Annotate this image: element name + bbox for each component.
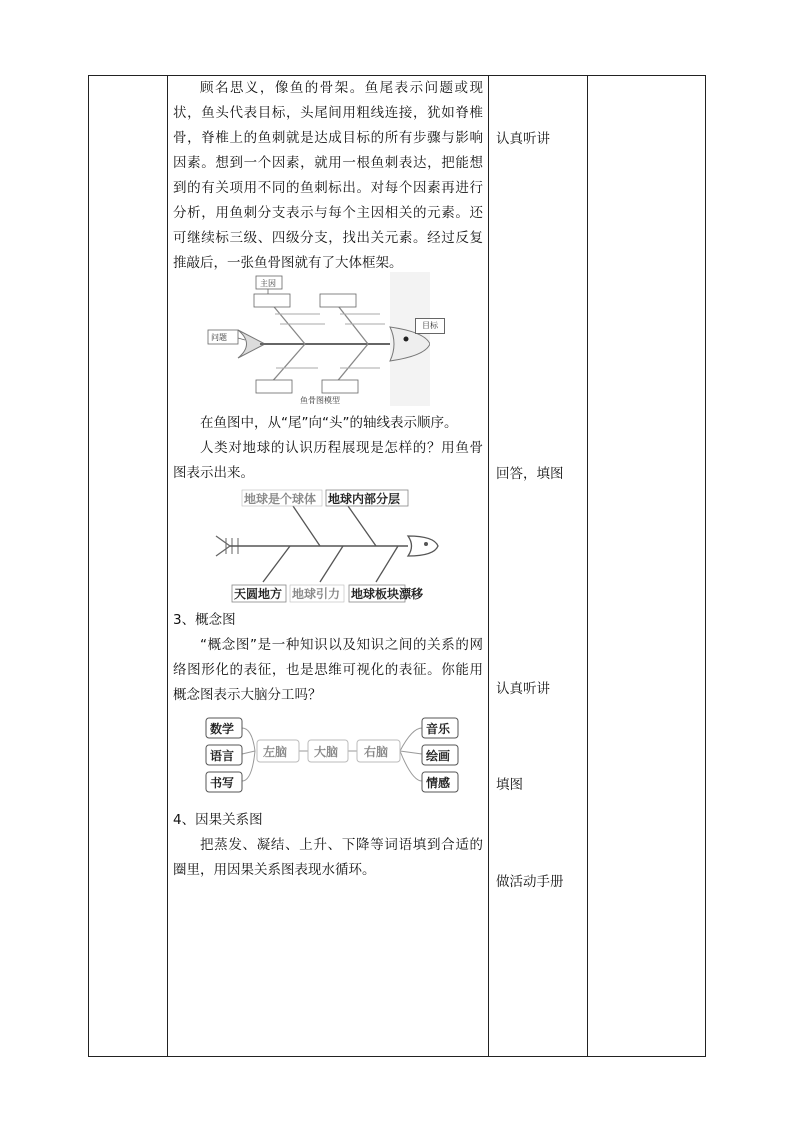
earth-top-right: 地球内部分层 xyxy=(328,492,401,506)
earth-fishbone-diagram xyxy=(208,488,448,606)
brain-left-item: 数学 xyxy=(210,722,235,736)
intro-paragraph: 顾名思义，像鱼的骨架。鱼尾表示问题或现状，鱼头代表目标，头尾间用粗线连接，犹如脊椎骨，脊椎上的鱼刺就是达成目标的所有步骤与影响因素。想到一个因素，就用一根鱼刺表达，把能想到的有关项用不同的鱼刺标出。对每个因素再进行分析，用鱼刺分支表示与每个主因相关的元素。还可继续标三级、四级分支，找出关元素。经过反复推敲后，一张鱼骨图就有了大体框架。 xyxy=(173,80,483,271)
activity-1: 认真听讲 xyxy=(496,131,550,147)
problem-label: 问题 xyxy=(211,333,227,342)
section4-heading: 4、因果关系图 xyxy=(173,812,263,828)
activity-2: 回答，填图 xyxy=(496,466,564,482)
earth-fish-head xyxy=(408,536,438,556)
section3-heading: 3、概念图 xyxy=(173,612,236,628)
activity-4: 填图 xyxy=(496,777,523,793)
fish-model-caption: 鱼骨图模型 xyxy=(300,396,340,405)
section3-paragraph: “概念图”是一种知识以及知识之间的关系的网络图形化的表征，也是思维可视化的表征。你能用概念图表示大脑分工吗？ xyxy=(173,637,483,703)
earth-top-left: 地球是个球体 xyxy=(244,492,317,506)
brain-left-item: 书写 xyxy=(210,776,235,790)
target-label: 目标 xyxy=(422,321,438,330)
brain-left-hub: 左脑 xyxy=(263,745,288,759)
brain-right-item: 音乐 xyxy=(426,722,451,736)
brain-center: 大脑 xyxy=(314,745,339,759)
main-cause-label: 主因 xyxy=(260,279,276,288)
fish-note: 在鱼图中，从“尾”向“头”的轴线表示顺序。 xyxy=(200,415,458,431)
activity-3: 认真听讲 xyxy=(496,681,550,697)
target-label-box xyxy=(415,318,445,334)
brain-right-hub: 右脑 xyxy=(364,745,389,759)
earth-question: 人类对地球的认识历程展现是怎样的？用鱼骨图表示出来。 xyxy=(173,440,483,481)
activity-5: 做活动手册 xyxy=(496,874,564,890)
section4-paragraph: 把蒸发、凝结、上升、下降等词语填到合适的圈里，用因果关系图表现水循环。 xyxy=(173,837,483,878)
earth-bottom-3: 地球板块漂移 xyxy=(351,587,424,601)
brain-concept-map xyxy=(200,714,466,798)
earth-bottom-2: 地球引力 xyxy=(292,587,341,601)
earth-bottom-1: 天圆地方 xyxy=(234,587,283,601)
brain-right-item: 绘画 xyxy=(426,749,451,763)
column-divider-2 xyxy=(488,75,489,1057)
column-divider-3 xyxy=(587,75,588,1057)
brain-left-item: 语言 xyxy=(210,749,235,763)
fishbone-model-diagram xyxy=(200,272,430,406)
brain-right-item: 情感 xyxy=(426,776,451,790)
column-divider-1 xyxy=(167,75,168,1057)
